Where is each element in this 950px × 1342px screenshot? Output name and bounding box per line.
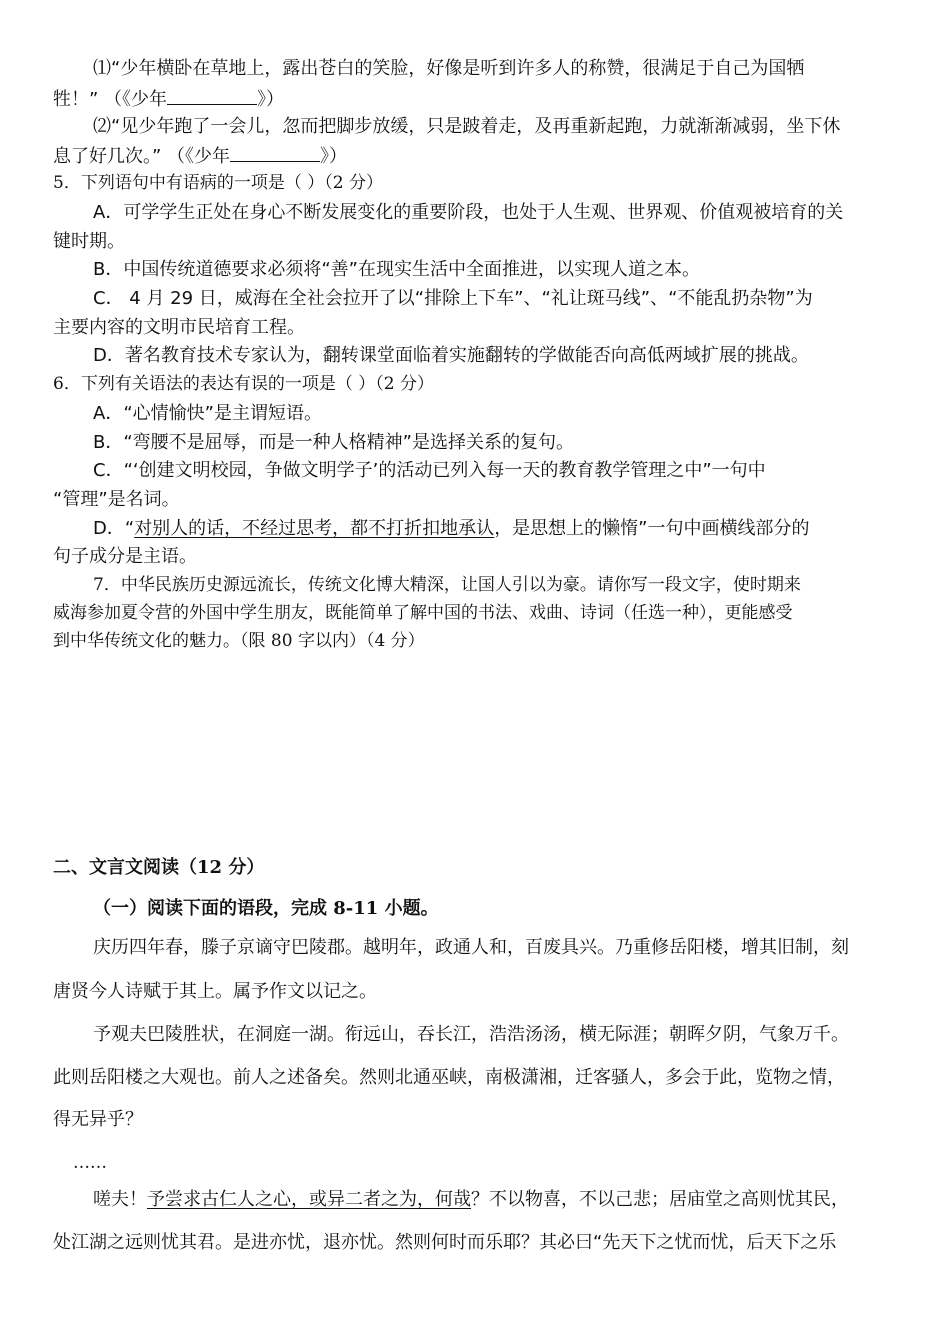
passage-p3-line2: 处江湖之远则忧其君。是进亦忧，退亦忧。然则何时而乐耶？其必曰“先天下之忧而忧，后天下之乐 bbox=[53, 1232, 837, 1253]
q6-option-c-cont: “管理”是名词。 bbox=[53, 489, 180, 510]
q7-line2: 威海参加夏令营的外国中学生朋友，既能简单了解中国的书法、戏曲、诗词（任选一种），更能感受 bbox=[53, 603, 793, 623]
q6-option-b: B．“弯腰不是屈辱，而是一种人格精神”是选择关系的复句。 bbox=[93, 432, 574, 453]
answer-blank[interactable] bbox=[167, 86, 257, 105]
passage-p1-line1: 庆历四年春，滕子京谪守巴陵郡。越明年，政通人和，百废具兴。乃重修岳阳楼，增其旧制，刻 bbox=[93, 937, 849, 958]
q4-item1-close: 》） bbox=[257, 89, 285, 110]
q5-option-d: D．著名教育技术专家认为，翻转课堂面临着实施翻转的学做能否向高低两域扩展的挑战。 bbox=[93, 345, 809, 366]
q4-item2-text: 息了好几次。” （《少年 bbox=[53, 146, 231, 167]
passage-p3-line1 bbox=[93, 1188, 849, 1212]
q5-stem: 5．下列语句中有语病的一项是（ ）（2 分） bbox=[53, 173, 383, 193]
q4-item2-line1: ⑵“见少年跑了一会儿，忽而把脚步放缓，只是跛着走，及再重新起跑，力就渐渐减弱，坐下休 bbox=[93, 116, 841, 137]
q6-option-a: A．“心情愉快”是主谓短语。 bbox=[93, 403, 322, 424]
q6-stem: 6．下列有关语法的表达有误的一项是（ ）（2 分） bbox=[53, 374, 434, 394]
passage-p1-line2: 唐贤今人诗赋于其上。属予作文以记之。 bbox=[53, 981, 377, 1002]
q6-option-d bbox=[93, 517, 810, 541]
q7-line3: 到中华传统文化的魅力。（限 80 字以内）（4 分） bbox=[53, 631, 425, 651]
q5-option-b: B．中国传统道德要求必须将“善”在现实生活中全面推进，以实现人道之本。 bbox=[93, 259, 700, 280]
p3-suffix: ？不以物喜，不以己悲；居庙堂之高则忧其民， bbox=[471, 1189, 849, 1210]
q4-item1-line2 bbox=[53, 86, 284, 112]
q6-option-d-cont: 句子成分是主语。 bbox=[53, 546, 197, 567]
q4-item1-line1: ⑴“少年横卧在草地上，露出苍白的笑脸，好像是听到许多人的称赞，很满足于自己为国牺 bbox=[93, 58, 805, 79]
q7-line1: 7．中华民族历史源远流长，传统文化博大精深，让国人引以为豪。请你写一段文字，使时期来 bbox=[93, 575, 801, 595]
q6-d-prefix: D．“ bbox=[93, 518, 135, 539]
q6-option-c: C．“‘创建文明校园，争做文明学子’的活动已列入每一天的教育教学管理之中”一句中 bbox=[93, 460, 766, 481]
passage-p2-line2: 此则岳阳楼之大观也。前人之述备矣。然则北通巫峡，南极潇湘，迁客骚人，多会于此，览物之情， bbox=[53, 1067, 845, 1088]
q4-item1-text: 牲！” （《少年 bbox=[53, 89, 168, 110]
p3-prefix: 嗟夫！ bbox=[93, 1189, 147, 1210]
q4-item2-line2 bbox=[53, 143, 347, 169]
p3-underlined-sentence: 予尝求古仁人之心，或异二者之为，何哉 bbox=[147, 1189, 471, 1210]
answer-blank[interactable] bbox=[230, 143, 320, 162]
q6-d-underlined-phrase: 对别人的话，不经过思考，都不打折扣地承认 bbox=[134, 518, 495, 539]
q5-option-c: C． 4 月 29 日，威海在全社会拉开了以“排除上下车”、“礼让斑马线”、“不能乱扔杂物”为 bbox=[93, 288, 813, 309]
q4-item2-close: 》） bbox=[320, 146, 348, 167]
passage-p2-line3: 得无异乎？ bbox=[53, 1109, 143, 1130]
section-subheading: （一）阅读下面的语段，完成 8-11 小题。 bbox=[93, 898, 439, 919]
q6-d-suffix: ，是思想上的懒惰”一句中画横线部分的 bbox=[494, 518, 810, 539]
q5-option-a-cont: 键时期。 bbox=[53, 231, 125, 252]
passage-p2-line1: 予观夫巴陵胜状，在洞庭一湖。衔远山，吞长江，浩浩汤汤，横无际涯；朝晖夕阴，气象万千。 bbox=[93, 1024, 849, 1045]
q5-option-a: A．可学学生正处在身心不断发展变化的重要阶段，也处于人生观、世界观、价值观被培育的关 bbox=[93, 202, 844, 223]
section-heading: 二、文言文阅读（12 分） bbox=[53, 857, 265, 878]
q5-option-c-cont: 主要内容的文明市民培育工程。 bbox=[53, 317, 305, 338]
passage-ellipsis: …… bbox=[73, 1153, 107, 1173]
